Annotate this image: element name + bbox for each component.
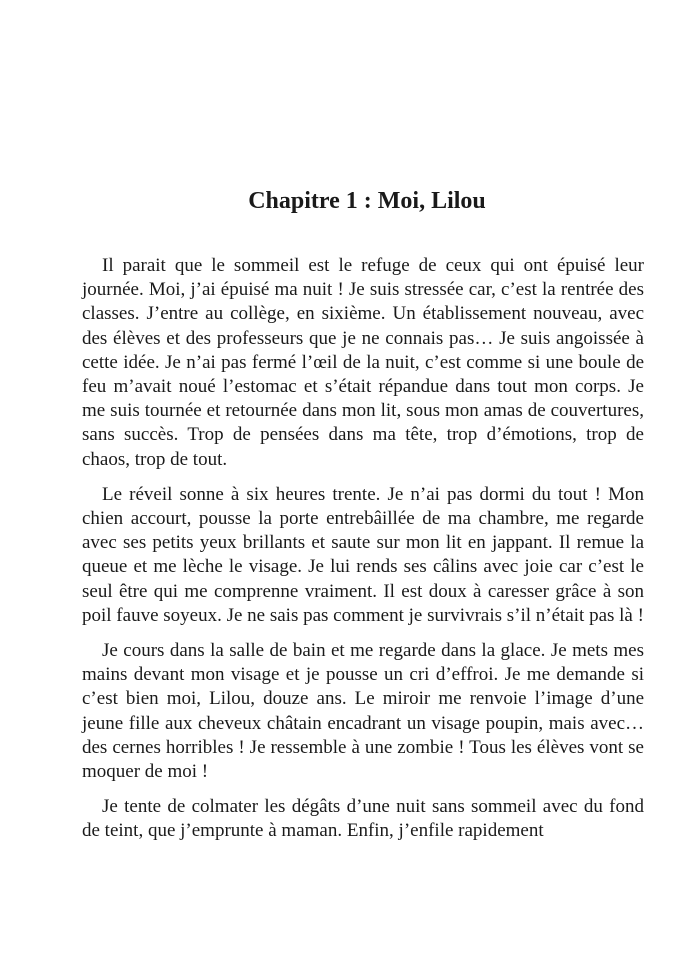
chapter-title: Chapitre 1 : Moi, Lilou	[248, 188, 486, 214]
paragraph-2: Le réveil sonne à six heures trente. Je n’ai pas dormi du tout ! Mon chien accourt, pousse la porte entrebâillée de ma chambre, me regarde avec ses petits yeux brillants et saute sur mon lit en jappant. Il remue la queue et me lèche le visage. Je lui rends ses câlins avec joie car c’est le seul être qui me comprenne vraiment. Il est doux à caresser grâce à son poil fauve soyeux. Je ne sais pas comment je survivrais s’il n’était pas là !	[82, 483, 644, 626]
paragraph-1: Il parait que le sommeil est le refuge de ceux qui ont épuisé leur journée. Moi, j’ai épuisé ma nuit ! Je suis stressée car, c’est la rentrée des classes. J’entre au collège, en sixième. Un établissement nouveau, avec des élèves et des professeurs que je ne connais pas… Je suis angoissée à cette idée. Je n’ai pas fermé l’œil de la nuit, c’est comme si une boule de feu m’avait noué l’estomac et s’était répandue dans tout mon corps. Je me suis tournée et retournée dans mon lit, sous mon amas de couvertures, sans succès. Trop de pensées dans ma tête, trop d’émotions, trop de chaos, trop de tout.	[82, 255, 644, 470]
paragraph-4: Je tente de colmater les dégâts d’une nuit sans sommeil avec du fond de teint, que j’emprunte à maman. Enfin, j’enfile rapidement	[82, 796, 644, 842]
book-page	[82, 186, 644, 855]
paragraph-3: Je cours dans la salle de bain et me regarde dans la glace. Je mets mes mains devant mon visage et je pousse un cri d’effroi. Je me demande si c’est bien moi, Lilou, douze ans. Le miroir me renvoie l’image d’une jeune fille aux cheveux châtain encadrant un visage poupin, mais avec…des cernes horribles ! Je ressemble à une zombie ! Tous les élèves vont se moquer de moi !	[82, 640, 644, 783]
